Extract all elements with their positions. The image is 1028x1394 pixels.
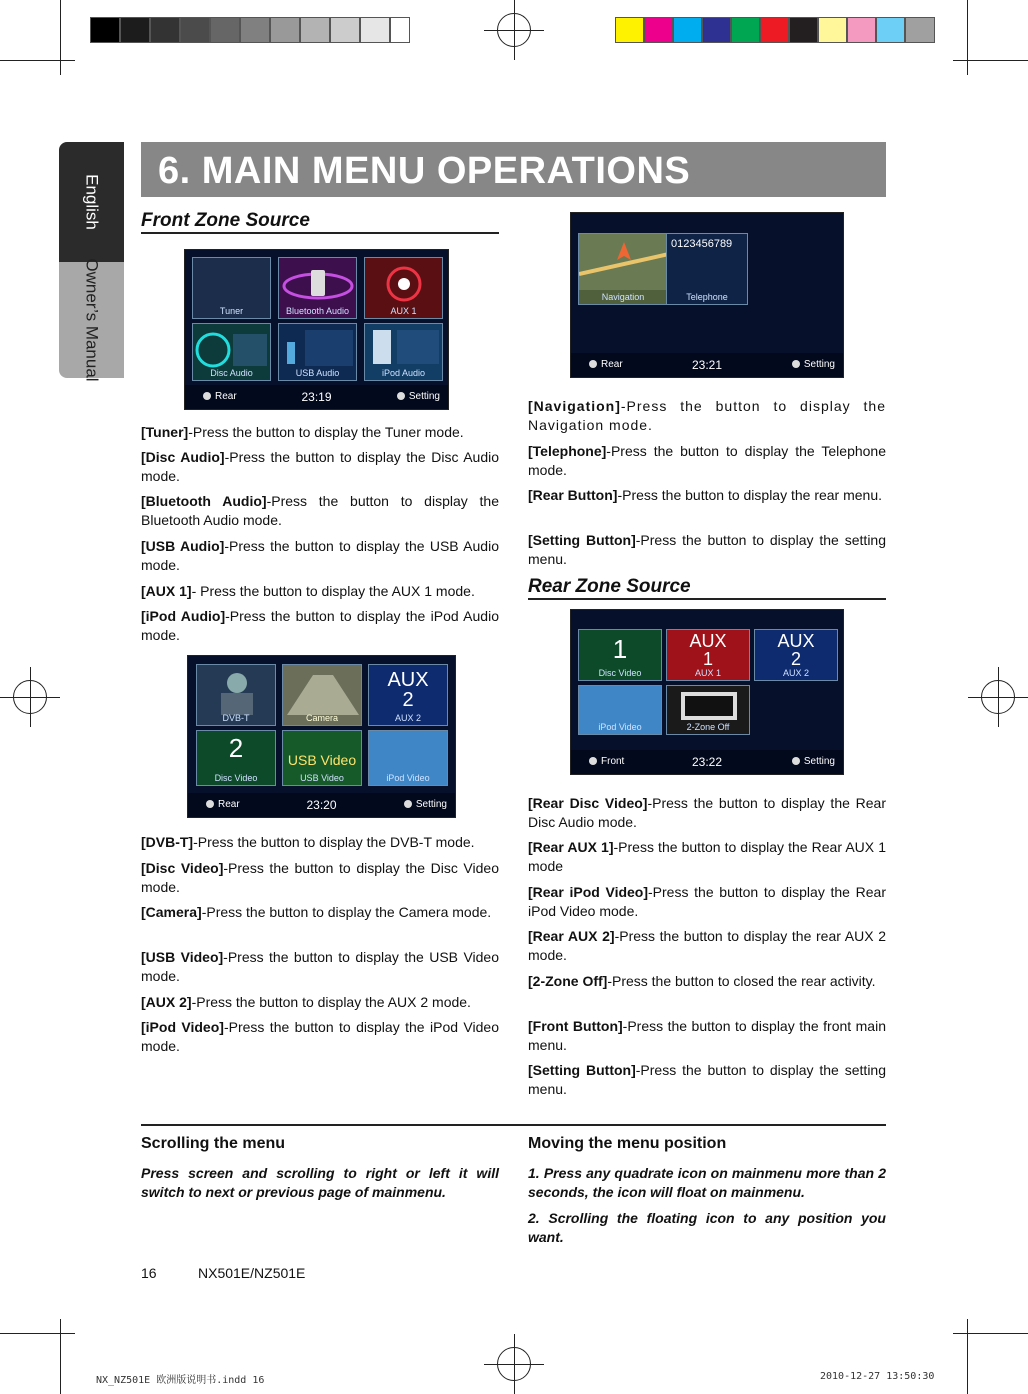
desc-rear-aux-2: [Rear AUX 2]-Press the button to display the rear AUX 2 mode. (528, 928, 886, 963)
rear-zone-menu-screen (570, 609, 844, 775)
registration-mark-left (13, 680, 47, 714)
scrolling-title: Scrolling the menu (141, 1135, 286, 1152)
tile-aux-1[interactable]: AUX 1 (364, 257, 443, 319)
tile-ipod-audio[interactable]: iPod Audio (364, 323, 443, 381)
tile-bluetooth-audio[interactable]: Bluetooth Audio (278, 257, 357, 319)
desc-rear-setting-button: [Setting Button]-Press the button to display the setting menu. (528, 1062, 886, 1097)
screen-status-bar (571, 750, 843, 774)
clock: 23:19 (301, 390, 332, 404)
language-tab-label: English (82, 174, 102, 230)
gear-icon (792, 360, 800, 368)
moving-step-2: 2. Scrolling the floating icon to any position you want. (528, 1210, 886, 1245)
desc-rear-aux-1: [Rear AUX 1]-Press the button to display the Rear AUX 1 mode (528, 839, 887, 874)
usb-icon (279, 324, 358, 374)
scrolling-text: Press screen and scrolling to right or left it will switch to next or previous page of mainmenu. (141, 1165, 499, 1200)
phone-number: 0123456789 (671, 238, 733, 250)
desc-front-button: [Front Button]-Press the button to display the front main menu. (528, 1018, 886, 1053)
aux-graphic-icon (365, 262, 444, 312)
desc-2-zone-off: [2-Zone Off]-Press the button to closed the rear activity. (528, 973, 876, 989)
page-number: 16 (141, 1265, 157, 1281)
desc-usb-video: [USB Video]-Press the button to display the USB Video mode. (141, 949, 499, 984)
moving-step-1: 1. Press any quadrate icon on mainmenu more than 2 seconds, the icon will float on mainmenu. (528, 1165, 886, 1200)
dvbt-person-icon (197, 665, 277, 715)
rear-button[interactable]: Rear (203, 391, 237, 402)
front-video-menu-screen (187, 655, 456, 818)
desc-usb-audio: [USB Audio]-Press the button to display the USB Audio mode. (141, 538, 499, 573)
tile-disc-audio[interactable]: Disc Audio (192, 323, 271, 381)
clock: 23:20 (306, 798, 337, 812)
tile-navigation[interactable]: Navigation (578, 233, 668, 305)
rear-zone-heading: Rear Zone Source (528, 576, 691, 597)
screen-status-bar (188, 793, 455, 817)
front-audio-menu-screen (184, 249, 449, 410)
rear-button[interactable]: Rear (589, 359, 623, 370)
manual-tab (59, 258, 124, 382)
desc-ipod-audio: [iPod Audio]-Press the button to display the iPod Audio mode. (141, 608, 499, 643)
tile-rear-disc-video[interactable]: 1 Disc Video (578, 629, 662, 681)
clock: 23:21 (691, 358, 723, 372)
tile-telephone[interactable]: 0123456789 Telephone (666, 233, 748, 305)
rear-zone-rule (528, 598, 886, 600)
desc-aux-2: [AUX 2]-Press the button to display the AUX 2 mode. (141, 994, 471, 1010)
tile-aux-2[interactable]: AUX 2 AUX 2 (368, 664, 448, 726)
page-title-bar (141, 142, 886, 197)
tile-ipod-video[interactable]: iPod Video (368, 730, 448, 786)
tile-disc-video[interactable]: 2 Disc Video (196, 730, 276, 786)
desc-aux-1: [AUX 1]- Press the button to display the AUX 1 mode. (141, 583, 475, 599)
clock: 23:22 (691, 755, 723, 769)
gear-icon (397, 392, 405, 400)
camera-road-icon (283, 665, 363, 715)
setting-button[interactable]: Setting (792, 359, 835, 370)
screen-status-bar (571, 353, 843, 377)
bottom-section-rule (141, 1124, 886, 1126)
desc-bluetooth-audio: [Bluetooth Audio]-Press the button to display the Bluetooth Audio mode. (141, 493, 500, 528)
setting-button[interactable]: Setting (404, 799, 447, 810)
desc-dvb-t: [DVB-T]-Press the button to display the DVB-T mode. (141, 834, 475, 850)
rear-button[interactable]: Rear (206, 799, 240, 810)
navigation-menu-screen (570, 212, 844, 378)
manual-tab-label: Owner’s Manual (82, 258, 102, 382)
bluetooth-ring-icon (279, 262, 358, 312)
desc-navigation: [Navigation]-Press the button to display the Navigation mode. (528, 398, 886, 433)
desc-camera: [Camera]-Press the button to display the Camera mode. (141, 904, 492, 920)
desc-ipod-video: [iPod Video]-Press the button to display the iPod Video mode. (141, 1019, 499, 1054)
print-slug-file: NX_NZ501E 欧洲版说明书.indd 16 (96, 1375, 265, 1386)
page-title: 6. MAIN MENU OPERATIONS (158, 150, 691, 192)
desc-rear-button: [Rear Button]-Press the button to display the rear menu. (528, 487, 883, 503)
front-button[interactable]: Front (589, 756, 624, 767)
setting-button[interactable]: Setting (792, 756, 835, 767)
moving-title: Moving the menu position (528, 1135, 727, 1152)
tile-camera[interactable]: Camera (282, 664, 362, 726)
desc-disc-video: [Disc Video]-Press the button to display the Disc Video mode. (141, 860, 499, 895)
registration-mark-bottom (497, 1347, 531, 1381)
tile-2-zone-off[interactable]: 2-Zone Off (666, 685, 750, 735)
ipod-icon (365, 324, 444, 374)
desc-disc-audio: [Disc Audio]-Press the button to display the Disc Audio mode. (141, 449, 499, 484)
tile-rear-ipod-video[interactable]: iPod Video (578, 685, 662, 735)
gear-icon (792, 757, 800, 765)
desc-rear-disc-video: [Rear Disc Video]-Press the button to display the Rear Disc Audio mode. (528, 795, 887, 830)
desc-tuner: [Tuner]-Press the button to display the Tuner mode. (141, 424, 464, 440)
registration-mark-top (497, 13, 531, 47)
language-tab (59, 142, 124, 262)
front-zone-rule (141, 232, 499, 234)
map-icon (579, 234, 669, 290)
model-name: NX501E/NZ501E (198, 1265, 306, 1281)
registration-mark-right (981, 680, 1015, 714)
print-slug-date: 2010-12-27 13:50:30 (820, 1371, 935, 1382)
desc-telephone: [Telephone]-Press the button to display the Telephone mode. (528, 443, 886, 478)
desc-setting-button: [Setting Button]-Press the button to display the setting menu. (528, 532, 886, 567)
gear-icon (404, 800, 412, 808)
tile-rear-aux-1[interactable]: AUX 1 AUX 1 (666, 629, 750, 681)
tile-usb-audio[interactable]: USB Audio (278, 323, 357, 381)
setting-button[interactable]: Setting (397, 391, 440, 402)
screen-off-icon (667, 686, 751, 724)
tile-rear-aux-2[interactable]: AUX 2 AUX 2 (754, 629, 838, 681)
tile-dvb-t[interactable]: DVB-T (196, 664, 276, 726)
screen-status-bar (185, 385, 448, 409)
desc-rear-ipod-video: [Rear iPod Video]-Press the button to display the Rear iPod Video mode. (528, 884, 886, 919)
tile-usb-video[interactable]: USB Video USB Video (282, 730, 362, 786)
tile-tuner[interactable]: Tuner (192, 257, 271, 319)
front-zone-heading: Front Zone Source (141, 210, 310, 231)
disc-icon (193, 324, 272, 374)
